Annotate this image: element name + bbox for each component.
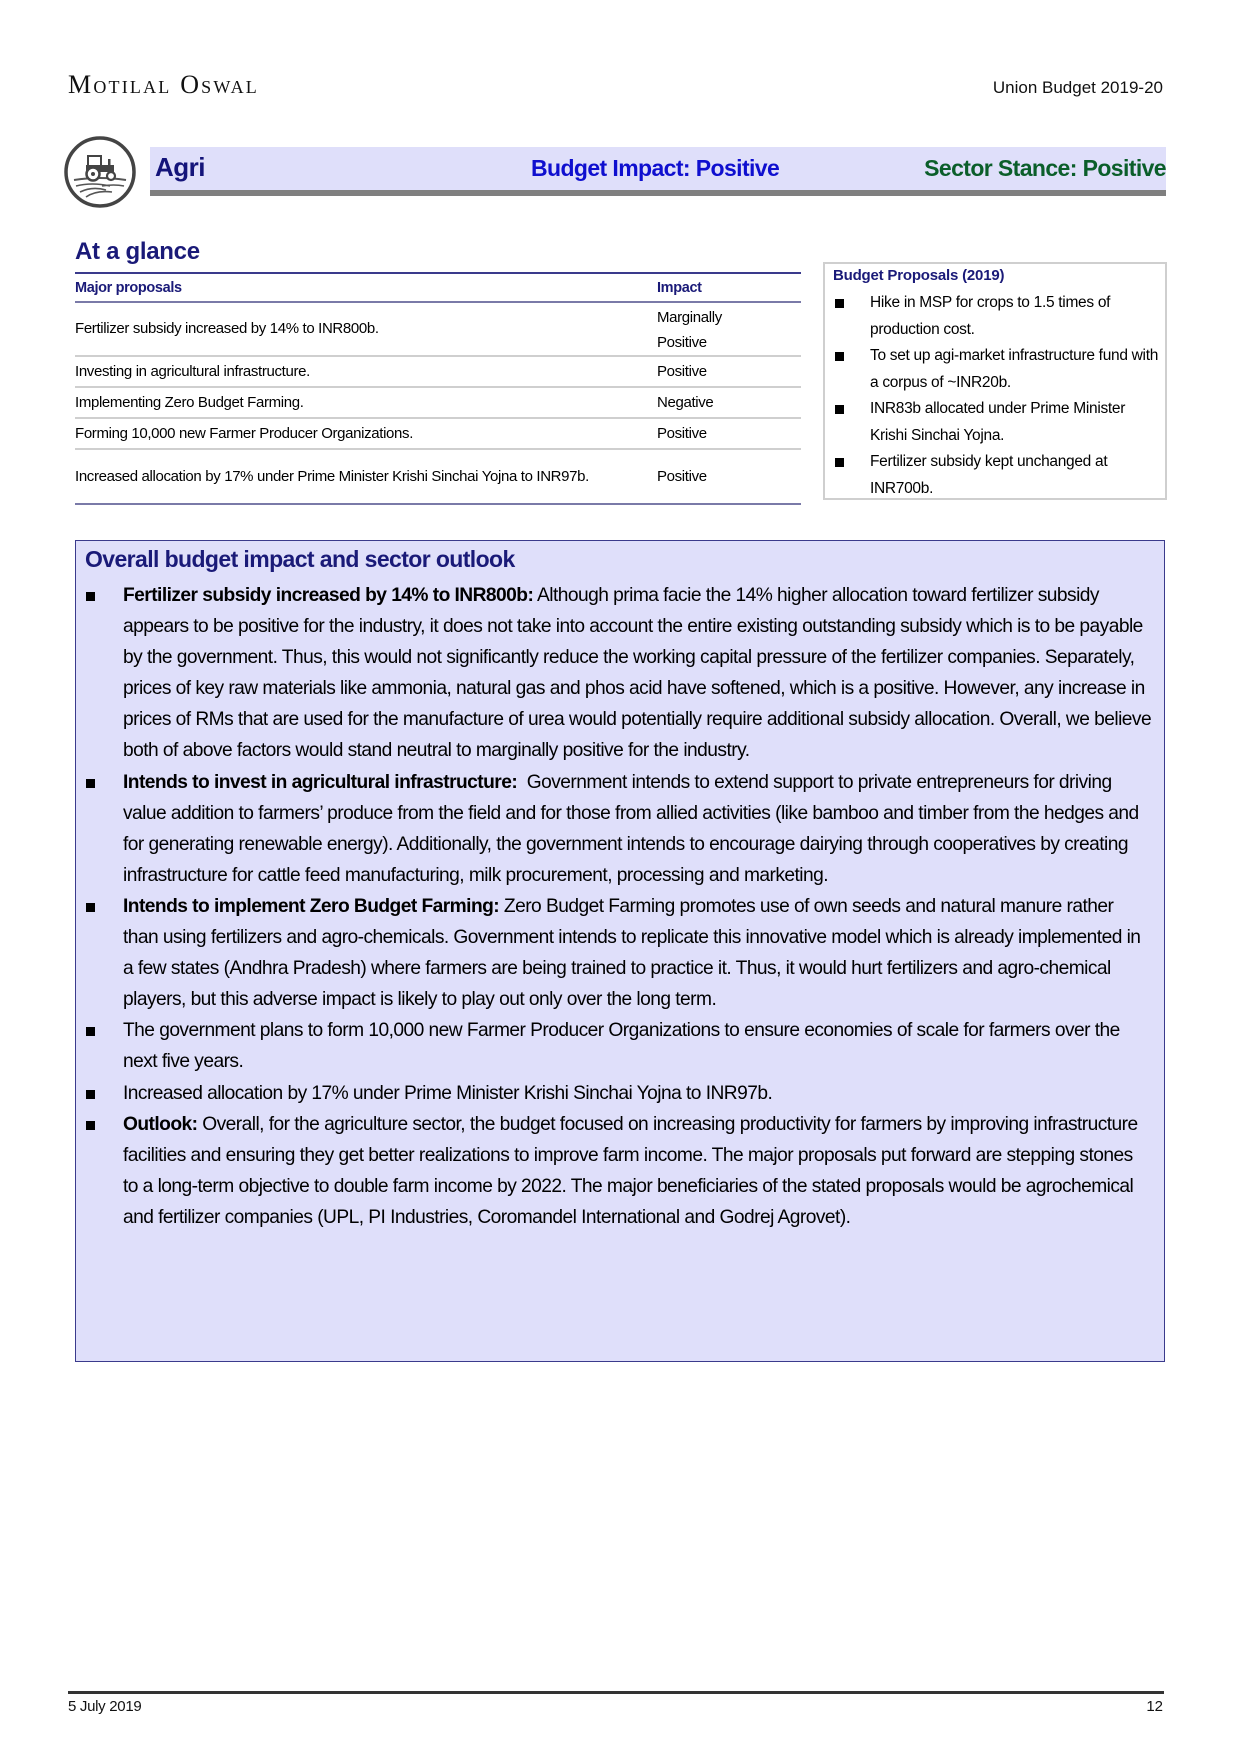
outlook-title: Overall budget impact and sector outlook	[85, 546, 515, 572]
page-number: 12	[1146, 1698, 1163, 1715]
list-item	[825, 449, 1165, 502]
table-row	[75, 356, 801, 387]
budget-proposals-list	[825, 290, 1165, 502]
column-header-proposals: Major proposals	[75, 273, 657, 302]
item-text: Increased allocation by 17% under Prime Minister Krishi Sinchai Yojna to INR97b.	[123, 1082, 773, 1104]
list-item	[76, 1109, 1162, 1233]
table-row	[75, 418, 801, 449]
item-text: Overall, for the agriculture sector, the budget focused on increasing productivity for farmers by improving infrastructure facilities and ensuring they get better realizations to improve farm income. The major proposals put forward are stepping stones to a long-term objective to double farm income by 2022. The major beneficiaries of the stated proposals would be agrochemical and fertilizer companies (UPL, PI Industries, Coromandel International and Godrej Agrovet).	[123, 1113, 1143, 1228]
list-item	[76, 580, 1162, 767]
impact-cell	[657, 302, 801, 356]
at-a-glance-title: At a glance	[75, 238, 200, 265]
list-item	[825, 290, 1165, 343]
item-text: Government intends to extend support to private entrepreneurs for driving value addition to farmers’ produce from the field and for those from allied activities (like bamboo and timber from the hedges and for generating renewable energy). Additionally, the government intends to encourage dairying through cooperatives by creating infrastructure for cattle feed manufacturing, milk procurement, processing and marketing.	[123, 771, 1144, 886]
item-text: The government plans to form 10,000 new Farmer Producer Organizations to ensure economies of scale for farmers over the next five years.	[123, 1020, 1120, 1073]
table-row	[75, 449, 801, 504]
bullet-square-icon	[835, 299, 844, 308]
bullet-square-icon	[835, 458, 844, 467]
bullet-square-icon	[86, 903, 95, 912]
proposal-text: Increased allocation by 17% under Prime Minister Krishi Sinchai Yojna to INR97b.	[75, 467, 589, 485]
column-header-impact: Impact	[657, 273, 801, 302]
list-item-text: Fertilizer subsidy kept unchanged at INR700b.	[870, 453, 1108, 497]
table-header-row	[75, 273, 801, 302]
list-item	[76, 1015, 1162, 1077]
budget-proposals-title: Budget Proposals (2019)	[833, 267, 1005, 284]
impact-cell: Negative	[657, 387, 801, 418]
table-row	[75, 302, 801, 356]
impact-cell: Positive	[657, 356, 801, 387]
tractor-field-icon	[62, 134, 138, 210]
list-item	[76, 767, 1162, 891]
budget-impact-label: Budget Impact: Positive	[531, 155, 780, 181]
proposal-cell	[75, 449, 657, 504]
budget-proposals-box	[823, 262, 1167, 500]
list-item-text: To set up agi-market infrastructure fund with a corpus of ~INR20b.	[870, 347, 1159, 391]
list-item-text: INR83b allocated under Prime Minister Krishi Sinchai Yojna.	[870, 400, 1126, 444]
impact-value: Marginally Positive	[657, 308, 722, 351]
sector-stance-label: Sector Stance: Positive	[924, 155, 1166, 181]
proposal-cell: Forming 10,000 new Farmer Producer Organizations.	[75, 418, 657, 449]
bullet-square-icon	[86, 1090, 95, 1099]
list-item	[825, 396, 1165, 449]
outlook-box	[75, 540, 1165, 1362]
item-lead: Fertilizer subsidy increased by 14% to INR800b:	[123, 585, 534, 606]
item-text: Although prima facie the 14% higher allocation toward fertilizer subsidy appears to be positive for the industry, it does not take into account the entire existing outstanding subsidy which is to be payable by the government. Thus, this would not significantly reduce the working capital pressure of the fertilizer companies. Separately, prices of key raw materials like ammonia, natural gas and phos acid have softened, which is a positive. However, any increase in prices of RMs that are used for the manufacture of urea would potentially require additional subsidy allocation. Overall, we believe both of above factors would stand neutral to marginally positive for the industry.	[123, 585, 1156, 762]
item-lead: Intends to implement Zero Budget Farming:	[123, 895, 500, 917]
bullet-square-icon	[86, 779, 95, 788]
impact-cell: Positive	[657, 449, 801, 504]
bullet-square-icon	[86, 592, 95, 601]
impact-cell: Positive	[657, 418, 801, 449]
footer-divider	[68, 1691, 1164, 1694]
footer-date: 5 July 2019	[68, 1698, 142, 1715]
band-underline	[150, 190, 1166, 196]
item-lead: Intends to invest in agricultural infrastructure:	[123, 771, 518, 793]
list-item-text: Hike in MSP for crops to 1.5 times of production cost.	[870, 294, 1111, 338]
bullet-square-icon	[86, 1027, 95, 1036]
proposal-cell: Implementing Zero Budget Farming.	[75, 387, 657, 418]
table-row	[75, 387, 801, 418]
proposal-cell: Fertilizer subsidy increased by 14% to INR800b.	[75, 302, 657, 356]
proposal-cell: Investing in agricultural infrastructure.	[75, 356, 657, 387]
bullet-square-icon	[835, 405, 844, 414]
sector-name: Agri	[155, 152, 205, 182]
company-logo: Motilal Oswal	[68, 70, 259, 99]
bullet-square-icon	[86, 1121, 95, 1130]
item-text: Zero Budget Farming promotes use of own seeds and natural manure rather than using fertilizers and agro-chemicals. Government intends to replicate this innovative model which is already implemented in a few states (Andhra Pradesh) where farmers are being trained to practice it. Thus, it would hurt fertilizers and agro-chemical players, but this adverse impact is likely to play out only over the long term.	[123, 895, 1146, 1011]
list-item	[825, 343, 1165, 396]
list-item	[76, 891, 1162, 1015]
document-title: Union Budget 2019-20	[992, 78, 1163, 97]
list-item	[76, 1078, 1162, 1109]
outlook-list	[76, 580, 1162, 1233]
item-lead: Outlook:	[123, 1113, 198, 1135]
bullet-square-icon	[835, 352, 844, 361]
major-proposals-table	[75, 272, 801, 505]
